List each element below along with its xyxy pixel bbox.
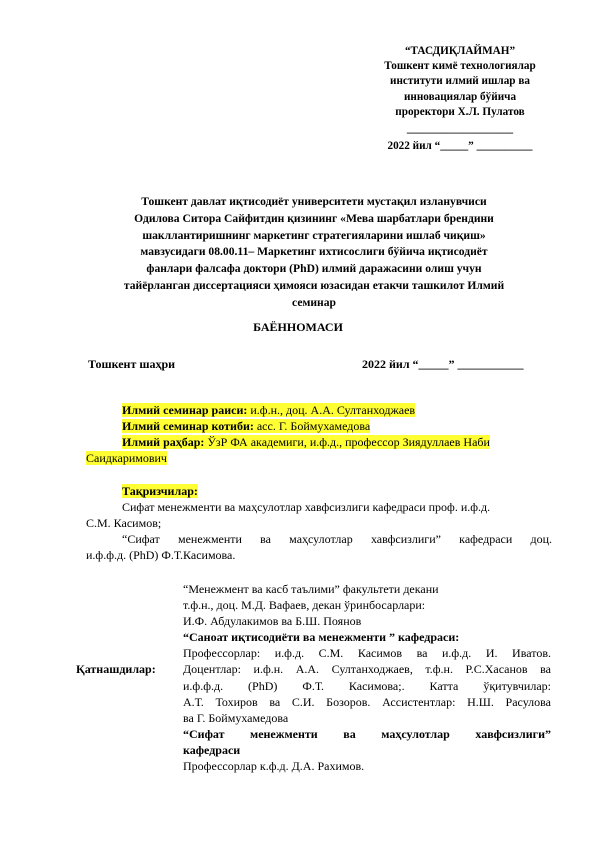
title-line: Тошкент давлат иқтисодиёт университети мустақил изланувчиси (141, 195, 487, 208)
participant-line: Профессорлар к.ф.д. Д.А. Рахимов. (183, 759, 365, 774)
document-name: БАЁННОМАСИ (253, 320, 343, 334)
participant-line: “Менежмент ва касб таълими” факультети декани (183, 582, 439, 596)
approval-block (360, 44, 560, 154)
approval-signer: проректори Х.Л. Пулатов (395, 105, 525, 118)
approval-date: 2022 йил “_____” __________ (387, 140, 533, 153)
meeting-date: 2022 йил “_____” ___________ (362, 357, 524, 371)
reviewers-label: Тақризчилар: (122, 484, 198, 498)
title-line: семинар (292, 295, 336, 309)
participant-line: А.Т. Тохиров ва С.И. Бозоров. Ассистентлар: Н.Ш. Расулова (183, 694, 551, 709)
department-heading-cont: кафедраси (183, 742, 241, 757)
reviewers-heading (122, 483, 198, 499)
participants-label: Қатнашдилар: (76, 662, 156, 676)
department-heading: “Саноат иқтисодиёти ва менежменти ” кафедраси: (183, 630, 460, 645)
supervisor-name-cont (86, 450, 167, 466)
approval-line: инновациялар бўйича (403, 90, 517, 103)
supervisor-value-cont: Саидкаримович (86, 451, 167, 465)
seminar-secretary (122, 418, 370, 434)
supervisor-value: ЎзР ФА академиги, и.ф.д., профессор Зиядуллаев Наби (204, 435, 490, 449)
document-title (78, 194, 550, 312)
supervisor-label: Илмий раҳбар: (122, 435, 205, 449)
approval-line: институти илмий ишлар ва (390, 75, 530, 88)
reviewer-1-cont: С.М. Касимов; (86, 516, 162, 530)
participants-list (183, 581, 551, 774)
chair-label: Илмий семинар раиси: (122, 403, 248, 417)
title-line: фанлари фалсафа доктори (PhD) илмий даражасини олиш учун (146, 262, 482, 276)
secretary-label: Илмий семинар котиби: (122, 419, 254, 433)
participant-line: ва Г. Боймухамедова (183, 710, 289, 725)
participant-line: т.ф.н., доц. М.Д. Вафаев, декан ўринбосарлари: (183, 598, 426, 613)
approval-line: Тошкент кимё технологиялар (384, 60, 536, 73)
reviewer-2-cont: и.ф.ф.д. (PhD) Ф.Т.Касимова. (86, 548, 236, 562)
reviewer-1: Сифат менежменти ва маҳсулотлар хавфсизлиги кафедраси проф. и.ф.д. (122, 500, 491, 514)
title-line: шакллантиришнинг маркетинг стратегияларини ишлаб чиқиш» (142, 228, 486, 242)
scientific-supervisor (122, 434, 490, 450)
participant-line: И.Ф. Абдулакимов ва Б.Ш. Поянов (183, 614, 362, 629)
department-heading: “Сифат менежменти ва маҳсулотлар хавфсизлиги” (183, 726, 551, 741)
participant-line: и.ф.ф.д. (PhD) Ф.Т. Касимова;. Катта ўқитувчилар: (183, 678, 551, 693)
approval-heading: “ТАСДИҚЛАЙМАН” (404, 45, 516, 57)
participant-line: Доцентлар: и.ф.н. А.А. Султанходжаев, т.ф.н. Р.С.Хасанов ва (183, 662, 551, 677)
title-line: Одилова Ситора Сайфитдин қизининг «Мева шарбатлари брендини (134, 211, 494, 225)
reviewer-2: “Сифат менежменти ва маҳсулотлар хавфсизлиги” кафедраси доц. (122, 532, 552, 546)
signature-line: ___________________ (406, 123, 514, 136)
secretary-value: асс. Г. Боймухамедова (253, 419, 371, 433)
place: Тошкент шаҳри (88, 357, 176, 371)
title-line: тайёрланган диссертацияси ҳимояси юзасидан етакчи ташкилот Илмий (123, 278, 505, 292)
chair-value: и.ф.н., доц. А.А. Султанходжаев (247, 403, 416, 417)
participant-line: Профессорлар: и.ф.д. С.М. Касимов ва и.ф.д. И. Иватов. (183, 646, 551, 661)
seminar-chair (122, 402, 415, 418)
title-line: мавзусидаги 08.00.11– Маркетинг ихтисослиги бўйича иқтисодиёт (140, 245, 488, 259)
